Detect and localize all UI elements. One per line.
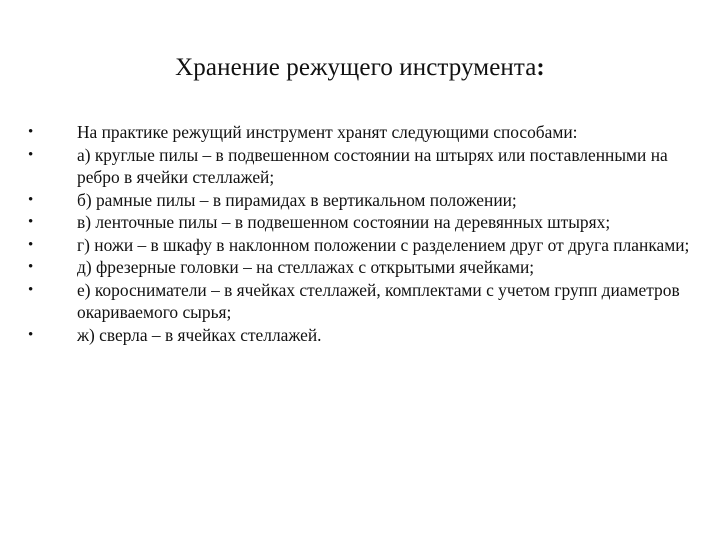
- bullet-icon: •: [28, 191, 34, 208]
- bullet-icon: •: [28, 326, 34, 343]
- bullet-text: в) ленточные пилы – в подвешенном состоянии на деревянных штырях;: [77, 212, 611, 232]
- bullet-icon: •: [28, 124, 34, 140]
- bullet-item: [28, 144, 694, 189]
- bullet-text: б) рамные пилы – в пирамидах в вертикальном положении;: [77, 189, 517, 210]
- bullet-text: г) ножи – в шкафу в наклонном положении с разделением друг от друга планками;: [77, 234, 690, 255]
- bullet-icon: •: [28, 259, 34, 275]
- bullet-item: [28, 234, 694, 257]
- bullet-item: [28, 256, 694, 279]
- slide-title: [0, 52, 720, 84]
- bullet-icon: •: [28, 214, 34, 230]
- bullet-text: ж) сверла – в ячейках стеллажей.: [77, 324, 322, 345]
- bullet-item: [28, 121, 694, 144]
- bullet-icon: •: [28, 281, 34, 298]
- bullet-item: [28, 189, 694, 212]
- bullet-item: [28, 279, 694, 324]
- bullet-text: а) круглые пилы – в подвешенном состоянии на штырях или поставленными на ребро в ячейки стеллажей;: [77, 144, 668, 187]
- bullet-item: [28, 211, 694, 234]
- bullet-text: д) фрезерные головки – на стеллажах с открытыми ячейками;: [77, 257, 535, 277]
- bullet-icon: •: [28, 236, 34, 253]
- slide-title-colon: :: [536, 54, 545, 81]
- bullet-icon: •: [28, 146, 34, 163]
- bullet-list: [28, 121, 694, 346]
- bullet-item: [28, 324, 694, 347]
- bullet-text: е) коросниматели – в ячейках стеллажей, комплектами с учетом групп диаметров окариваемого сырья;: [77, 279, 680, 322]
- slide-title-text: Хранение режущего инструмента: [175, 54, 537, 81]
- bullet-text: На практике режущий инструмент хранят следующими способами:: [77, 122, 578, 142]
